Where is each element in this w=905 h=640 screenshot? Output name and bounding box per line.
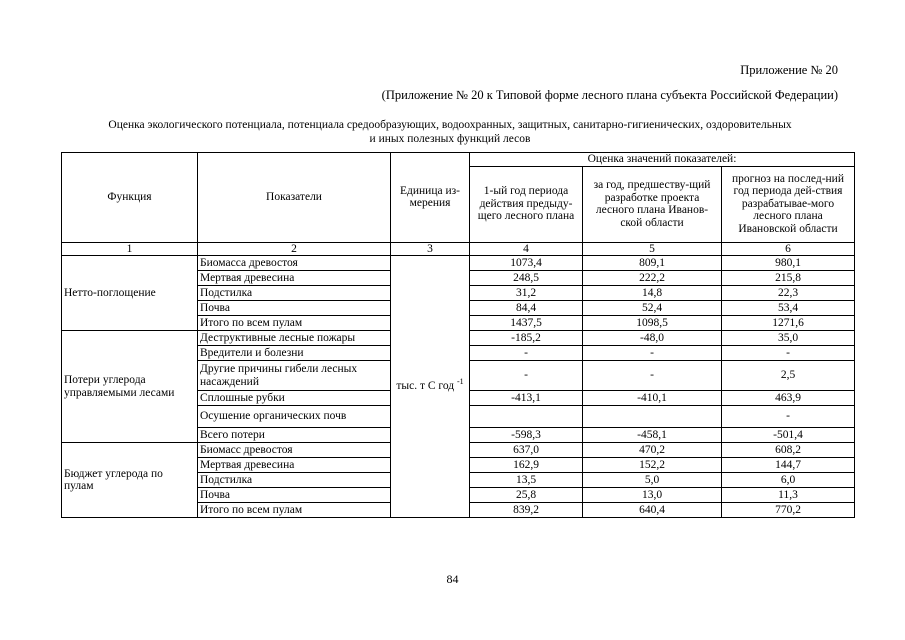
- value-cell: 52,4: [583, 301, 722, 316]
- indicator-cell: Сплошные рубки: [198, 391, 391, 406]
- col-number: 2: [198, 242, 391, 256]
- title-line-2: и иных полезных функций лесов: [369, 133, 531, 145]
- indicator-cell: Почва: [198, 301, 391, 316]
- value-cell: 640,4: [583, 503, 722, 518]
- value-cell: -185,2: [470, 331, 583, 346]
- header-forecast: прогноз на послед-ний год периода дей-ствия разрабатывае-мого лесного плана Ивановской области: [722, 166, 855, 242]
- value-cell: 6,0: [722, 473, 855, 488]
- value-cell: 980,1: [722, 256, 855, 271]
- function-cell: Потери углерода управляемыми лесами: [62, 331, 198, 443]
- indicator-cell: Итого по всем пулам: [198, 316, 391, 331]
- value-cell: 11,3: [722, 488, 855, 503]
- value-cell: 22,3: [722, 286, 855, 301]
- function-cell: Бюджет углерода по пулам: [62, 443, 198, 518]
- value-cell: -48,0: [583, 331, 722, 346]
- document-title: [60, 118, 840, 146]
- col-number: 3: [391, 242, 470, 256]
- indicator-cell: Мертвая древесина: [198, 271, 391, 286]
- value-cell: 215,8: [722, 271, 855, 286]
- value-cell: 463,9: [722, 391, 855, 406]
- value-cell: 25,8: [470, 488, 583, 503]
- appendix-label: Приложение № 20: [740, 63, 838, 77]
- value-cell: 470,2: [583, 443, 722, 458]
- col-number: 4: [470, 242, 583, 256]
- value-cell: -: [722, 406, 855, 428]
- col-number: 1: [62, 242, 198, 256]
- title-line-1: Оценка экологического потенциала, потенциала средообразующих, водоохранных, защитных, санитарно-гигиенических, оздоровительных: [108, 119, 792, 131]
- value-cell: 35,0: [722, 331, 855, 346]
- indicator-cell: Почва: [198, 488, 391, 503]
- value-cell: 637,0: [470, 443, 583, 458]
- indicator-cell: Осушение органических почв: [198, 406, 391, 428]
- unit-cell: [391, 256, 470, 518]
- value-cell: 248,5: [470, 271, 583, 286]
- forest-functions-table: [61, 152, 855, 518]
- value-cell: 1073,4: [470, 256, 583, 271]
- indicator-cell: Итого по всем пулам: [198, 503, 391, 518]
- header-first-year: 1-ый год периода действия предыду-щего лесного плана: [470, 166, 583, 242]
- value-cell: 13,5: [470, 473, 583, 488]
- indicator-cell: Всего потери: [198, 428, 391, 443]
- value-cell: 162,9: [470, 458, 583, 473]
- value-cell: 13,0: [583, 488, 722, 503]
- indicator-cell: Биомасс древостоя: [198, 443, 391, 458]
- header-function: Функция: [62, 153, 198, 243]
- value-cell: 1437,5: [470, 316, 583, 331]
- value-cell: 84,4: [470, 301, 583, 316]
- value-cell: 222,2: [583, 271, 722, 286]
- value-cell: -413,1: [470, 391, 583, 406]
- value-cell: 839,2: [470, 503, 583, 518]
- value-cell: 1271,6: [722, 316, 855, 331]
- header-indicators: Показатели: [198, 153, 391, 243]
- col-number: 5: [583, 242, 722, 256]
- indicator-cell: Подстилка: [198, 286, 391, 301]
- value-cell: 608,2: [722, 443, 855, 458]
- value-cell: -410,1: [583, 391, 722, 406]
- unit-text: тыс. т С год: [396, 380, 455, 393]
- indicator-cell: Мертвая древесина: [198, 458, 391, 473]
- value-cell: 144,7: [722, 458, 855, 473]
- value-cell: -: [583, 346, 722, 361]
- function-cell: Нетто-поглощение: [62, 256, 198, 331]
- value-cell: -: [722, 346, 855, 361]
- value-cell: [583, 406, 722, 428]
- value-cell: -: [470, 346, 583, 361]
- value-cell: -598,3: [470, 428, 583, 443]
- value-cell: 809,1: [583, 256, 722, 271]
- indicator-cell: Вредители и болезни: [198, 346, 391, 361]
- indicator-cell: Деструктивные лесные пожары: [198, 331, 391, 346]
- value-cell: 152,2: [583, 458, 722, 473]
- value-cell: -458,1: [583, 428, 722, 443]
- table-row: [62, 256, 855, 271]
- col-number: 6: [722, 242, 855, 256]
- value-cell: -501,4: [722, 428, 855, 443]
- header-unit: Единица из-мерения: [391, 153, 470, 243]
- value-cell: -: [470, 361, 583, 391]
- value-cell: 5,0: [583, 473, 722, 488]
- header-estimate-group: Оценка значений показателей:: [470, 153, 855, 167]
- value-cell: 770,2: [722, 503, 855, 518]
- value-cell: 31,2: [470, 286, 583, 301]
- value-cell: 53,4: [722, 301, 855, 316]
- indicator-cell: Другие причины гибели лесных насаждений: [198, 361, 391, 391]
- value-cell: 1098,5: [583, 316, 722, 331]
- value-cell: 2,5: [722, 361, 855, 391]
- indicator-cell: Биомасса древостоя: [198, 256, 391, 271]
- page-number: 84: [446, 572, 459, 586]
- indicator-cell: Подстилка: [198, 473, 391, 488]
- appendix-reference: (Приложение № 20 к Типовой форме лесного плана субъекта Российской Федерации): [381, 88, 838, 102]
- value-cell: 14,8: [583, 286, 722, 301]
- unit-superscript: -1: [456, 377, 464, 387]
- header-prev-year: за год, предшеству-щий разработке проекта лесного плана Иванов-ской области: [583, 166, 722, 242]
- value-cell: [470, 406, 583, 428]
- value-cell: -: [583, 361, 722, 391]
